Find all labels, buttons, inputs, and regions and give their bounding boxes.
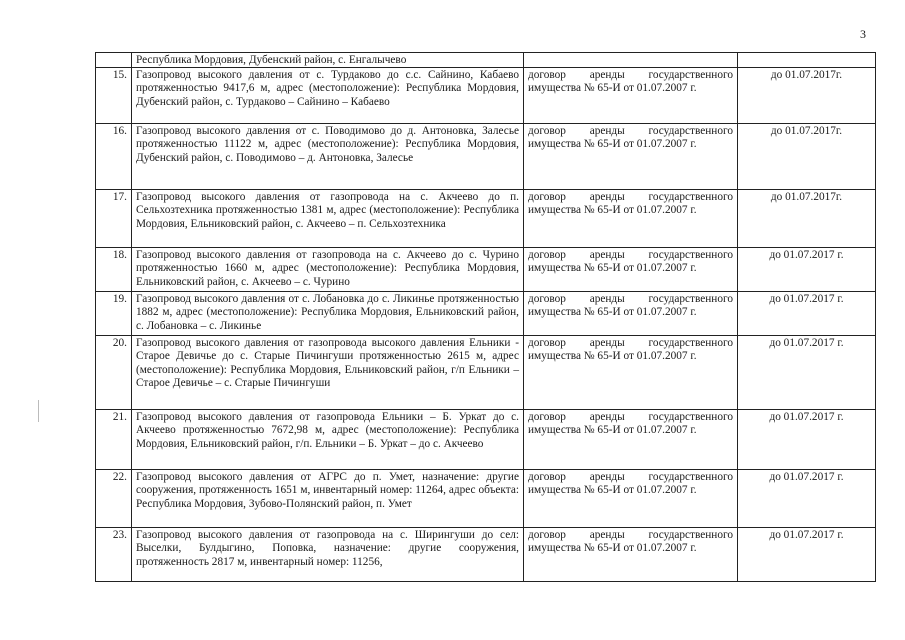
term-cell: до 01.07.2017г. xyxy=(738,190,876,248)
term-cell: до 01.07.2017г. xyxy=(738,68,876,124)
table-row xyxy=(96,292,876,336)
row-number-cell: 22. xyxy=(96,470,132,528)
legal-basis-cell: договор аренды государственного имущества № 65-И от 01.07.2007 г. xyxy=(524,124,738,190)
legal-basis-cell: договор аренды государственного имущества № 65-И от 01.07.2007 г. xyxy=(524,336,738,410)
row-number-cell: 17. xyxy=(96,190,132,248)
legal-basis-cell: договор аренды государственного имущества № 65-И от 01.07.2007 г. xyxy=(524,68,738,124)
table-row xyxy=(96,336,876,410)
object-description-cell: Газопровод высокого давления от газопровода на с. Акчеево до с. Чурино протяженностью 1660 м, адрес (местоположение): Республика Мордовия, Ельниковский район, с. Акчеево – с. Чурино xyxy=(132,248,524,292)
term-cell: до 01.07.2017 г. xyxy=(738,336,876,410)
object-description-cell: Газопровод высокого давления от газопровода Ельники – Б. Уркат до с. Акчеево протяженностью 7672,98 м, адрес (местоположение): Республика Мордовия, Ельниковский район, г/п. Ельники – Б. Уркат – до с. Акчеево xyxy=(132,410,524,470)
object-description-cell: Газопровод высокого давления от газопровода высокого давления Ельники - Старое Девичье до с. Старые Пичингуши протяженностью 2615 м, адрес (местоположение): Республика Мордовия, Ельниковский район, г/п Ельники – Старое Девичье – с. Старые Пичингуши xyxy=(132,336,524,410)
table-row xyxy=(96,470,876,528)
object-description-cell: Газопровод высокого давления от газопровода на с. Ширингуши до сел: Выселки, Булдыгино, Поповка, назначение: другие сооружения, протяженность 2817 м, инвентарный номер: 11256, xyxy=(132,528,524,582)
table-row xyxy=(96,124,876,190)
table-row xyxy=(96,528,876,582)
row-number-cell: 21. xyxy=(96,410,132,470)
term-cell: до 01.07.2017 г. xyxy=(738,410,876,470)
term-cell: до 01.07.2017 г. xyxy=(738,470,876,528)
object-description-cell: Газопровод высокого давления от с. Поводимово до д. Антоновка, Залесье протяженностью 11122 м, адрес (местоположение): Республика Мордовия, Дубенский район, с. Поводимово – д. Антоновка, Залесье xyxy=(132,124,524,190)
table-row xyxy=(96,190,876,248)
scan-margin-mark xyxy=(38,400,39,422)
legal-basis-cell: договор аренды государственного имущества № 65-И от 01.07.2007 г. xyxy=(524,410,738,470)
term-cell xyxy=(738,53,876,68)
term-cell: до 01.07.2017 г. xyxy=(738,528,876,582)
row-number-cell: 15. xyxy=(96,68,132,124)
page-number: 3 xyxy=(860,27,866,41)
property-registry-table xyxy=(95,52,876,582)
object-description-cell: Газопровод высокого давления от АГРС до п. Умет, назначение: другие сооружения, протяженность 1651 м, инвентарный номер: 11264, адрес объекта: Республика Мордовия, Зубово-Полянский район, п. Умет xyxy=(132,470,524,528)
row-number-cell: 23. xyxy=(96,528,132,582)
row-number-cell: 20. xyxy=(96,336,132,410)
table-row xyxy=(96,248,876,292)
object-description-cell: Газопровод высокого давления от с. Турдаково до с.с. Сайнино, Кабаево протяженностью 9417,6 м, адрес (местоположение): Республика Мордовия, Дубенский район, с. Турдаково – Сайнино – Кабаево xyxy=(132,68,524,124)
legal-basis-cell: договор аренды государственного имущества № 65-И от 01.07.2007 г. xyxy=(524,292,738,336)
table-row xyxy=(96,410,876,470)
legal-basis-cell: договор аренды государственного имущества № 65-И от 01.07.2007 г. xyxy=(524,470,738,528)
row-number-cell: 16. xyxy=(96,124,132,190)
term-cell: до 01.07.2017 г. xyxy=(738,248,876,292)
object-description-cell: Газопровод высокого давления от газопровода на с. Акчеево до п. Сельхозтехника протяженностью 1381 м, адрес (местоположение): Республика Мордовия, Ельниковский район, с. Акчеево – п. Сельхозтехника xyxy=(132,190,524,248)
legal-basis-cell: договор аренды государственного имущества № 65-И от 01.07.2007 г. xyxy=(524,248,738,292)
legal-basis-cell: договор аренды государственного имущества № 65-И от 01.07.2007 г. xyxy=(524,190,738,248)
term-cell: до 01.07.2017г. xyxy=(738,124,876,190)
legal-basis-cell xyxy=(524,53,738,68)
term-cell: до 01.07.2017 г. xyxy=(738,292,876,336)
table-row xyxy=(96,68,876,124)
table-row-continuation xyxy=(96,53,876,68)
legal-basis-cell: договор аренды государственного имущества № 65-И от 01.07.2007 г. xyxy=(524,528,738,582)
object-description-cell: Республика Мордовия, Дубенский район, с. Енгалычево xyxy=(132,53,524,68)
row-number-cell: 19. xyxy=(96,292,132,336)
row-number-cell: 18. xyxy=(96,248,132,292)
row-number-cell xyxy=(96,53,132,68)
object-description-cell: Газопровод высокого давления от с. Лобановка до с. Ликинье протяженностью 1882 м, адрес (местоположение): Республика Мордовия, Ельниковский район, с. Лобановка – с. Ликинье xyxy=(132,292,524,336)
